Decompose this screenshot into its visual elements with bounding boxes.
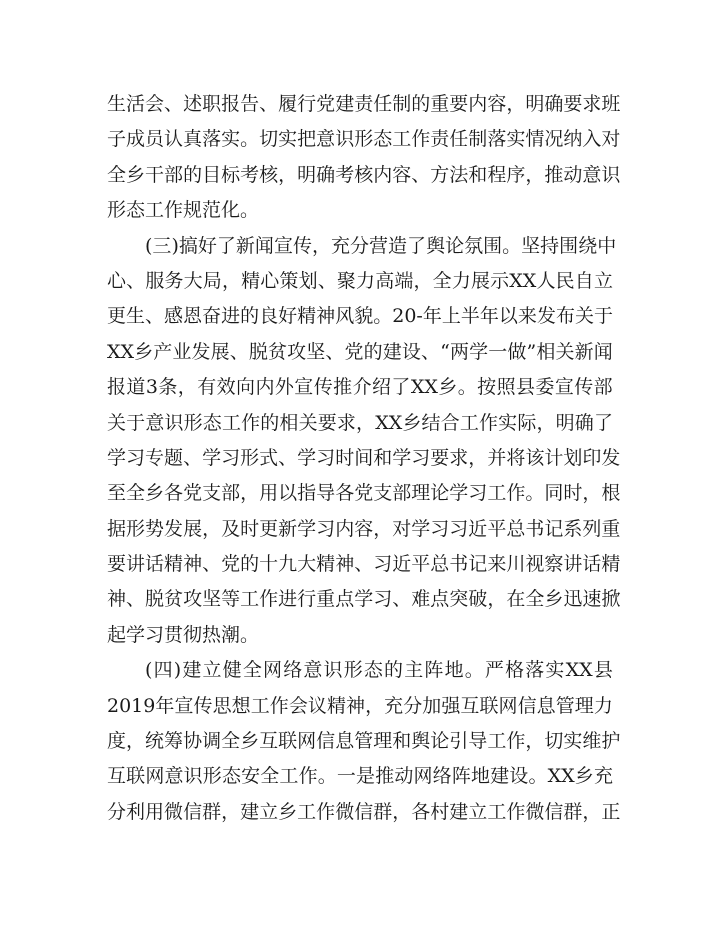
text-line: 更 生 、 感 恩 奋 进 的 良 好 精 神 风 貌 。 20- 年 上 半 年 以 来 发 布 关 于 bbox=[107, 305, 613, 328]
text-line: 心 、 服 务 大 局 ， 精 心 策 划 、 聚 力 高 端 ， 全 力 展 示 XX 人 民 自 立 bbox=[107, 269, 613, 292]
text-line: 至 全 乡 各 党 支 部 ， 用 以 指 导 各 党 支 部 理 论 学 习 工 作 。 同 时 ， 根 bbox=[107, 482, 621, 505]
text-line: ( 三 ) 搞 好 了 新 闻 宣 传 ， 充 分 营 造 了 舆 论 氛 围 。 坚 持 围 绕 中 bbox=[145, 234, 617, 257]
text-line: 学 习 专 题 、 学 习 形 式 、 学 习 时 间 和 学 习 要 求 ， 并 将 该 计 划 印 发 bbox=[107, 446, 621, 469]
text-line: 子 成 员 认 真 落 实 。 切 实 把 意 识 形 态 工 作 责 任 制 落 实 情 况 纳 入 对 bbox=[107, 128, 621, 151]
text-line: 要 讲 话 精 神 、 党 的 十 九 大 精 神 、 习 近 平 总 书 记 来 川 视 察 讲 话 精 bbox=[107, 553, 621, 576]
text-line: 生 活 会 、 述 职 报 告 、 履 行 党 建 责 任 制 的 重 要 内 容 ， 明 确 要 求 班 bbox=[107, 93, 621, 115]
text-line: 据 形 势 发 展 ， 及 时 更 新 学 习 内 容 ， 对 学 习 习 近 平 总 书 记 系 列 重 bbox=[107, 517, 621, 540]
text-line: 2019 年 宣 传 思 想 工 作 会 议 精 神 ， 充 分 加 强 互 联 网 信 息 管 理 力 bbox=[107, 694, 613, 717]
text-line: XX 乡 产 业 发 展 、 脱 贫 攻 坚 、 党 的 建 设 、 “ 两 学 一 做 ” 相 关 新 闻 bbox=[107, 340, 613, 363]
text-line: ( 四 ) 建 立 健 全 网 络 意 识 形 态 的 主 阵 地 。 严 格 落 实 XX 县 bbox=[145, 659, 613, 682]
text-line: 报 道 3 条 ， 有 效 向 内 外 宣 传 推 介 绍 了 XX 乡 。 按 照 县 委 宣 传 部 bbox=[107, 376, 613, 399]
text-line: 互 联 网 意 识 形 态 安 全 工 作 。 一 是 推 动 网 络 阵 地 建 设 。 XX 乡 充 bbox=[107, 765, 613, 788]
text-line: 度 ， 统 筹 协 调 全 乡 互 联 网 信 息 管 理 和 舆 论 引 导 工 作 ， 切 实 维 护 bbox=[107, 730, 621, 753]
text-line: 分 利 用 微 信 群 ， 建 立 乡 工 作 微 信 群 ， 各 村 建 立 工 作 微 信 群 ， 正 bbox=[107, 800, 621, 823]
text-line: 起学习贯彻热潮。 bbox=[107, 623, 260, 646]
text-line: 关 于 意 识 形 态 工 作 的 相 关 要 求 ， XX 乡 结 合 工 作 实 际 ， 明 确 了 bbox=[107, 411, 613, 434]
text-line: 全 乡 干 部 的 目 标 考 核 ， 明 确 考 核 内 容 、 方 法 和 程 序 ， 推 动 意 识 bbox=[107, 163, 621, 186]
text-line: 神 、 脱 贫 攻 坚 等 工 作 进 行 重 点 学 习 、 难 点 突 破 ， 在 全 乡 迅 速 掀 bbox=[107, 588, 621, 611]
body-text bbox=[107, 87, 621, 830]
text-line: 形态工作规范化。 bbox=[107, 199, 260, 222]
